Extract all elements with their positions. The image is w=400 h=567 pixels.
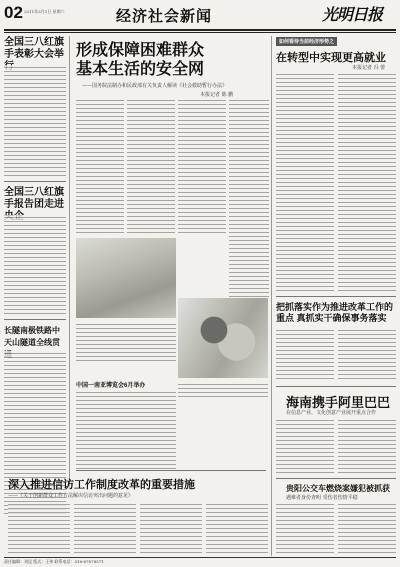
main-body [76,322,176,362]
bottom-headline: 深入推进信访工作制度改革的重要措施 [8,479,195,491]
article-body [4,215,66,315]
masthead [0,0,400,30]
hainan-subheadline: 在信息产业、文化创意产业展开重点合作 [286,410,377,416]
article-body [338,418,396,474]
article-body [276,502,334,554]
divider [4,181,66,182]
article-body [140,502,202,554]
column-separator [271,36,272,556]
news-photo [178,298,268,378]
article-body [338,502,396,554]
section-title: 经济社会新闻 [116,8,213,25]
issue-date: 2011年3月1日 星期六 [24,9,65,14]
article-body [76,390,176,470]
article-title: 全国三八红旗手表彰大会举 [4,37,64,60]
article-body [338,72,396,292]
footer-info: 责任编辑：刘昆 版式：王伟 联系电话：010-67078571 [4,559,104,564]
main-body [127,98,175,233]
main-body [229,98,269,298]
masthead-rule-thin [4,32,396,33]
article-body [8,502,70,554]
news-photo [76,238,176,318]
divider [4,319,66,320]
bottom-subheadline: ——《关于创新群众工作方法解决信访突出问题的意见》 [8,493,134,499]
main-headline: 形成保障困难群众基本生活的安全网 [76,40,205,78]
photo-caption: 中国一南亚博览会6月举办 [76,383,146,389]
article-body [4,65,66,177]
article-body [276,418,334,474]
divider [276,386,396,387]
page-number: 02 [4,3,23,22]
series-tag: 如何看待当前经济形势之 [276,37,337,46]
masthead-rule [4,29,396,31]
main-body [76,98,124,233]
main-subheadline: ——国务院法制办和民政部有关负责人解读《社会救助暂行办法》 [82,83,228,89]
article-title: 全国三八红旗手报告团走进 [4,187,64,210]
divider [276,296,396,297]
article-body [74,502,136,554]
hainan-headline: 海南携手阿里巴巴 [286,395,391,410]
main-byline: 本报记者 陈 鹏 [200,92,234,98]
main-body [178,98,226,233]
photo-caption-text [178,382,268,400]
guiyang-headline: 贵阳公交车燃烧案嫌犯被抓获 [286,484,390,493]
guiyang-subheadline: 遇难者身份查明 受伤者伤情平稳 [286,495,358,501]
right-headline: 在转型中实现更高就业 [276,52,386,64]
article-body [276,72,334,292]
footer-rule [4,557,396,558]
newspaper-logo: 光明日报 [322,5,383,24]
divider [76,470,266,471]
reform-headline: 把抓落实作为推进改革工作的重点 真抓实干确保事务落实 [276,302,394,323]
column-separator [69,36,70,486]
article-body [206,502,268,554]
right-byline: 本报记者 冯 蕾 [352,65,386,71]
article-body [338,328,396,382]
article-title: 长隧南极铁路中天山隧道全线贯 [4,326,60,347]
article-body [276,328,334,382]
divider [276,478,396,479]
